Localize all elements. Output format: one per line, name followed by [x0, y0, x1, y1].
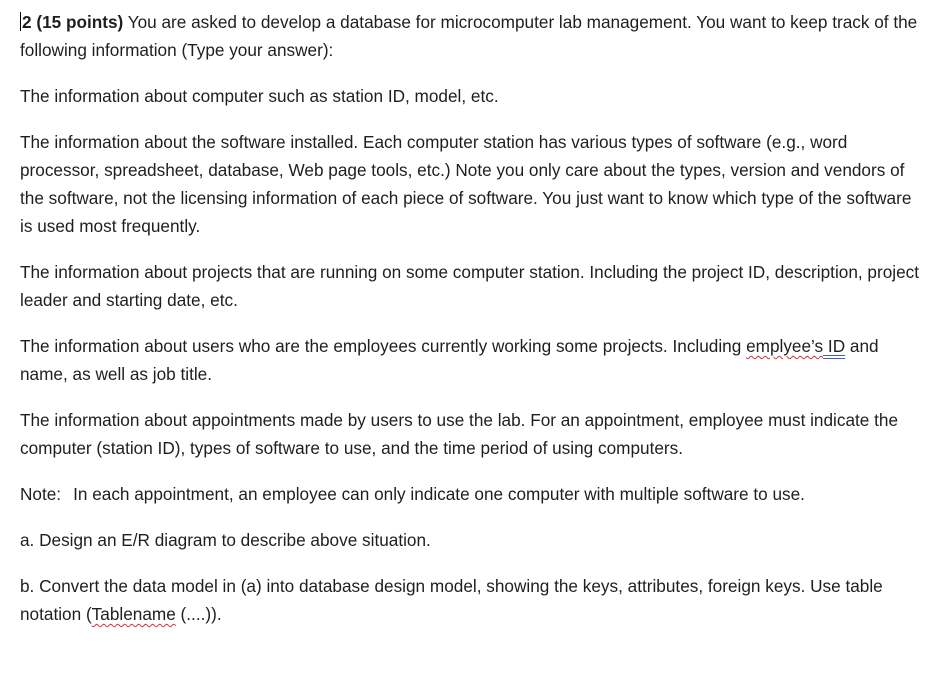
question-number: 2 [22, 12, 32, 32]
misspelled-word-emplyees[interactable]: emplyee’s [746, 336, 824, 356]
task-b-post: (....)). [175, 604, 222, 624]
paragraph-note [20, 480, 920, 508]
text-cursor [20, 12, 21, 31]
paragraph-projects: The information about projects that are running on some computer station. Including the project ID, description, project leader and starting date, etc. [20, 262, 920, 310]
users-word-id[interactable]: ID [827, 336, 846, 356]
task-b-pre: b. Convert the data model in (a) into database design model, showing the keys, attributes, foreign keys. Use table notation ( [20, 576, 883, 624]
paragraph-computer: The information about computer such as station ID, model, etc. [20, 86, 499, 106]
paragraph-software: The information about the software installed. Each computer station has various types of software (e.g., word processor, spreadsheet, database, Web page tools, etc.) Note you only care about the types, version and vendors of the software, not the licensing information of each piece of software. You just want to know which type of the software is used most frequently. [20, 132, 912, 236]
users-text-post: and name, as well as job title. [20, 336, 879, 384]
document-body [20, 8, 920, 646]
question-intro: You are asked to develop a database for microcomputer lab management. You want to keep track of the following information (Type your answer): [20, 12, 918, 60]
paragraph-appointments: The information about appointments made by users to use the lab. For an appointment, employee must indicate the computer (station ID), types of software to use, and the time period of using computers. [20, 410, 899, 458]
task-a: a. Design an E/R diagram to describe above situation. [20, 530, 431, 550]
note-text: In each appointment, an employee can only indicate one computer with multiple software to use. [73, 484, 805, 504]
paragraph-users [20, 332, 920, 388]
question-points: (15 points) [36, 12, 124, 32]
note-label: Note: [20, 484, 62, 504]
misspelled-word-tablename[interactable]: Tablename [91, 604, 176, 624]
question-header [20, 8, 920, 64]
task-b [20, 572, 920, 628]
users-text-pre: The information about users who are the employees currently working some projects. Including [20, 336, 747, 356]
